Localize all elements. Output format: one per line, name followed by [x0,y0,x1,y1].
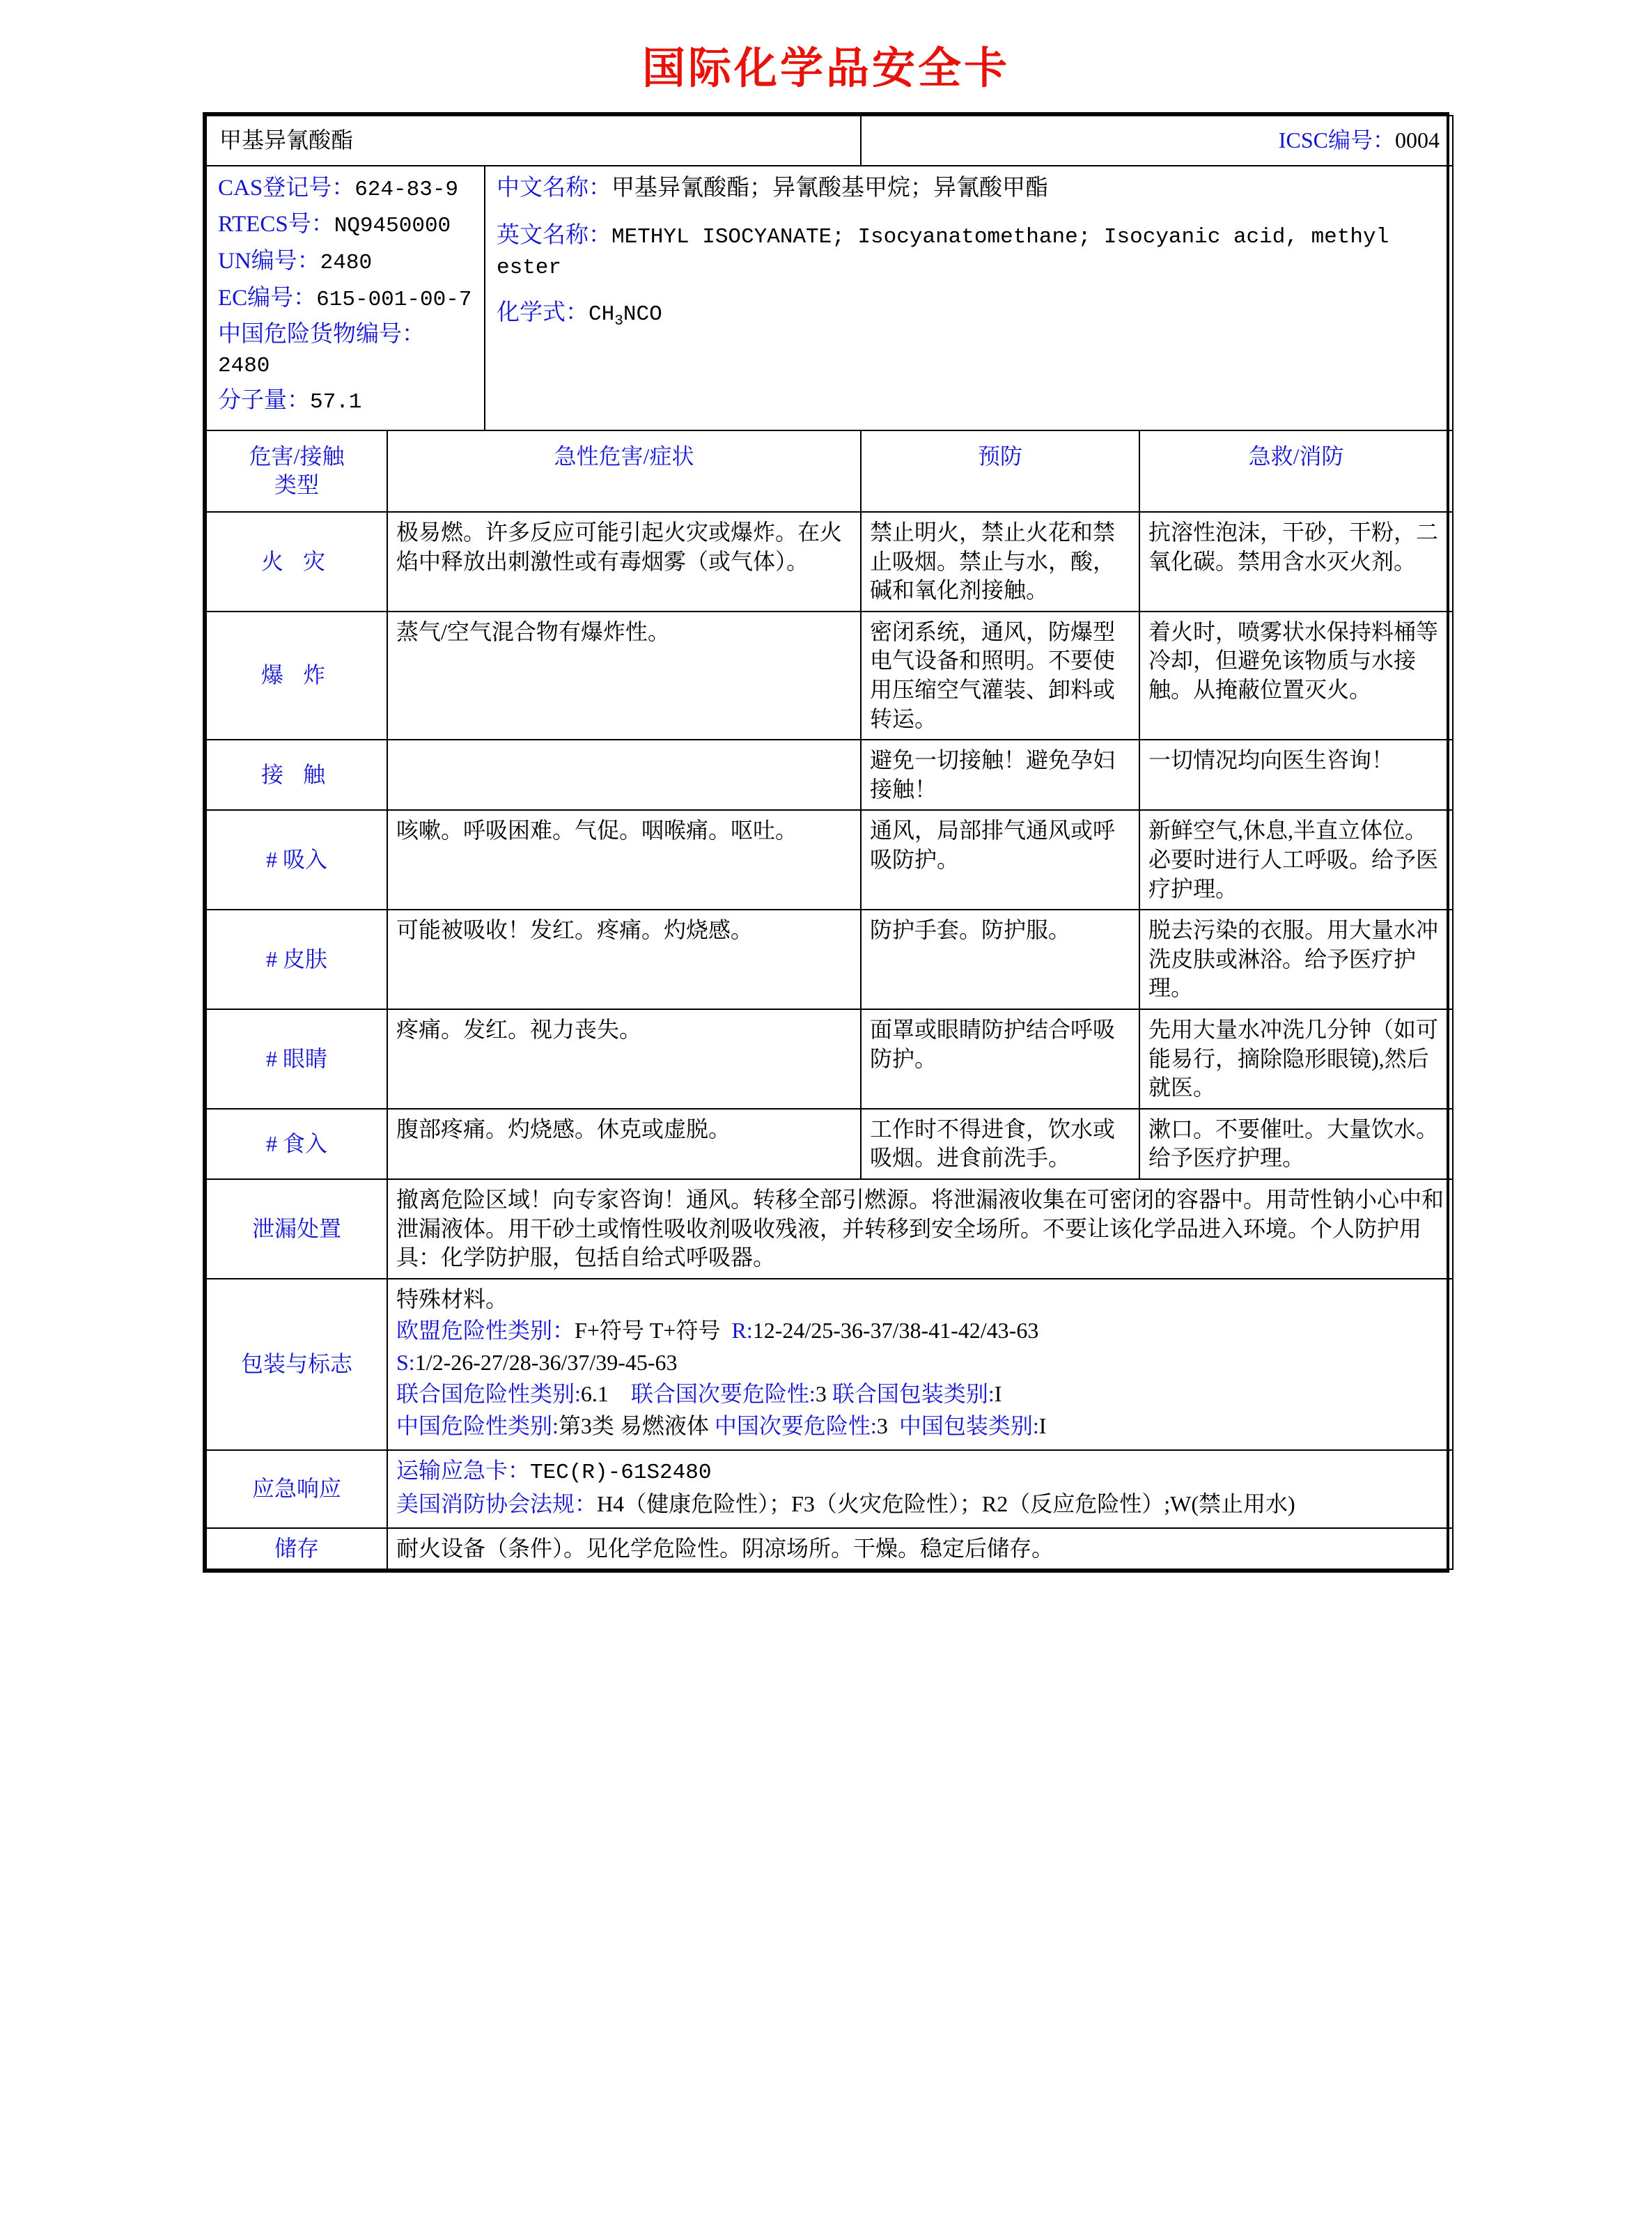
cas-label: CAS登记号： [218,175,355,201]
nfpa-line [396,1490,1444,1519]
formula-label: 化学式： [497,299,589,325]
table-row [206,1109,1453,1179]
safety-card [203,112,1449,1573]
fire-firstaid: 抗溶性泡沫，干砂，干粉，二氧化碳。禁用含水灭火剂。 [1139,512,1453,612]
col-header-firstaid: 急救/消防 [1139,430,1453,512]
col-header-prevention: 预防 [861,430,1139,512]
eu-r-value: 12-24/25-36-37/38-41-42/43-63 [752,1318,1039,1344]
ec-label: EC编号： [218,285,317,311]
ingestion-firstaid: 漱口。不要催吐。大量饮水。给予医疗护理。 [1139,1109,1453,1179]
packaging-un-line [396,1380,1444,1409]
page-title: 国际化学品安全卡 [641,42,1010,93]
table-row [206,910,1453,1009]
identification-right [485,166,1453,430]
nfpa-label: 美国消防协会法规： [396,1491,598,1516]
cn-sub-value: 3 [876,1413,888,1439]
eu-s-value: 1/2-26-27/28-36/37/39-45-63 [414,1349,678,1375]
cas-line [218,173,473,204]
row-label-eyes: # 眼睛 [206,1009,387,1109]
formula-sub: 3 [614,313,623,330]
row-label-inhalation: # 吸入 [206,810,387,910]
explosion-firstaid: 着火时，喷雾状水保持料桶等冷却，但避免该物质与水接触。从掩蔽位置灭火。 [1139,612,1453,740]
rtecs-label: RTECS号： [218,212,334,238]
row-label-spillage: 泄漏处置 [206,1179,387,1279]
cas-value: 624-83-9 [354,177,459,202]
storage-row [206,1528,1453,1570]
rtecs-value: NQ9450000 [334,214,451,239]
col-header-symptoms: 急性危害/症状 [387,430,861,512]
row-label-packaging: 包装与标志 [206,1279,387,1450]
col-header-hazard-type-line2: 类型 [274,472,319,498]
safety-card-table [205,115,1454,1570]
eu-class-value: F+符号 T+符号 [575,1318,721,1344]
cn-danger-label: 中国危险货物编号： [218,322,425,348]
cn-name-value: 甲基异氰酸酯；异氰酸基甲烷；异氰酸甲酯 [611,175,1048,201]
eu-class-label: 欧盟危险性类别： [396,1318,575,1344]
identification-row [206,166,1453,430]
en-name-value: METHYL ISOCYANATE; Isocyanatomethane; Isocyanic acid, methyl ester [497,224,1389,281]
cn-sub-label: 中国次要危险性: [714,1413,877,1439]
table-row [206,740,1453,810]
table-row [206,612,1453,740]
eyes-symptoms: 疼痛。发红。视力丧失。 [387,1009,861,1109]
cn-class-value: 第3类 易燃液体 [558,1413,709,1439]
cn-class-label: 中国危险性类别: [396,1413,559,1439]
cn-danger-value: 2480 [218,353,270,378]
row-label-fire: 火 灾 [206,512,387,612]
formula-post: NCO [623,302,662,327]
inhalation-firstaid: 新鲜空气,休息,半直立体位。必要时进行人工呼吸。给予医疗护理。 [1139,810,1453,910]
skin-symptoms: 可能被吸收！发红。疼痛。灼烧感。 [387,910,861,1009]
packaging-eu-line [396,1316,1444,1346]
en-name-line [497,221,1441,283]
nfpa-value: H4（健康危险性）；F3（火灾危险性）；R2（反应危险性）;W(禁止用水) [597,1491,1295,1516]
ingestion-symptoms: 腹部疼痛。灼烧感。休克或虚脱。 [387,1109,861,1179]
explosion-symptoms: 蒸气/空气混合物有爆炸性。 [387,612,861,740]
un-class-value: 6.1 [580,1381,609,1407]
mw-line [218,386,473,417]
ec-line [218,283,473,314]
row-label-ingestion: # 食入 [206,1109,387,1179]
formula-line [497,298,1441,331]
inhalation-symptoms: 咳嗽。呼吸困难。气促。咽喉痛。呕吐。 [387,810,861,910]
un-pack-label: 联合国包装类别: [832,1381,995,1407]
emergency-row [206,1450,1453,1528]
rtecs-line [218,210,473,240]
un-line [218,247,473,277]
inhalation-prevention: 通风，局部排气通风或呼吸防护。 [861,810,1139,910]
table-row [206,512,1453,612]
packaging-content [387,1279,1453,1450]
row-label-skin: # 皮肤 [206,910,387,1009]
un-label: UN编号： [218,248,320,274]
explosion-prevention: 密闭系统，通风，防爆型电气设备和照明。不要使用压缩空气灌装、卸料或转运。 [861,612,1139,740]
un-sub-label: 联合国次要危险性: [630,1381,816,1407]
storage-text: 耐火设备（条件）。见化学危险性。阴凉场所。干燥。稳定后储存。 [387,1528,1453,1570]
row-label-exposure: 接 触 [206,740,387,810]
packaging-eu-s-line [396,1348,1444,1378]
icsc-value: 0004 [1395,127,1440,153]
un-value: 2480 [320,250,373,275]
formula-value [589,302,662,330]
col-header-hazard-type-line1: 危害/接触 [249,443,345,469]
transport-card-value: TEC(R)-61S2480 [530,1460,712,1485]
packaging-cn-line [396,1412,1444,1441]
packaging-special-material: 特殊材料。 [396,1286,508,1312]
cn-pack-value: I [1038,1413,1047,1439]
icsc-number-cell [861,116,1453,166]
substance-name: 甲基异氰酸酯 [206,116,861,166]
table-row [206,1009,1453,1109]
packaging-row [206,1279,1453,1450]
mw-label: 分子量： [218,388,310,414]
card-header-row [206,116,1453,166]
col-header-hazard-type [206,430,387,512]
column-header-row [206,430,1453,512]
exposure-firstaid: 一切情况均向医生咨询！ [1139,740,1453,810]
ingestion-prevention: 工作时不得进食，饮水或吸烟。进食前洗手。 [861,1109,1139,1179]
formula-pre: CH [589,302,615,327]
cn-pack-label: 中国包装类别: [898,1413,1039,1439]
eu-r-label: R: [731,1318,753,1344]
eyes-firstaid: 先用大量水冲洗几分钟（如可能易行，摘除隐形眼镜),然后就医。 [1139,1009,1453,1109]
cn-name-label: 中文名称： [497,175,611,201]
un-class-label: 联合国危险性类别: [396,1381,581,1407]
fire-symptoms: 极易燃。许多反应可能引起火灾或爆炸。在火焰中释放出刺激性或有毒烟雾（或气体）。 [387,512,861,612]
row-label-explosion: 爆 炸 [206,612,387,740]
en-name-label: 英文名称： [497,222,611,248]
table-row [206,810,1453,910]
ec-value: 615-001-00-7 [316,287,472,312]
row-label-storage: 储存 [206,1528,387,1570]
skin-firstaid: 脱去污染的衣服。用大量水冲洗皮肤或淋浴。给予医疗护理。 [1139,910,1453,1009]
transport-card-label: 运输应急卡： [396,1457,531,1483]
eu-s-label: S: [396,1349,415,1375]
cn-danger-line [218,320,473,380]
un-sub-value: 3 [815,1381,827,1407]
emergency-content [387,1450,1453,1528]
cn-name-line [497,173,1441,203]
exposure-prevention: 避免一切接触！避免孕妇接触！ [861,740,1139,810]
fire-prevention: 禁止明火，禁止火花和禁止吸烟。禁止与水，酸，碱和氧化剂接触。 [861,512,1139,612]
un-pack-value: I [994,1381,1002,1407]
row-label-emergency: 应急响应 [206,1450,387,1528]
icsc-label: ICSC编号： [1278,127,1396,153]
identification-left [206,166,485,430]
transport-card-line [396,1456,1444,1487]
spillage-row [206,1179,1453,1279]
eyes-prevention: 面罩或眼睛防护结合呼吸防护。 [861,1009,1139,1109]
mw-value: 57.1 [310,390,362,415]
exposure-symptoms [387,740,861,810]
spillage-text: 撤离危险区域！向专家咨询！通风。转移全部引燃源。将泄漏液收集在可密闭的容器中。用苛性钠小心中和泄漏液体。用干砂土或惰性吸收剂吸收残液，并转移到安全场所。不要让该化学品进入环境。个人防护用具：化学防护服，包括自给式呼吸器。 [387,1179,1453,1279]
skin-prevention: 防护手套。防护服。 [861,910,1139,1009]
